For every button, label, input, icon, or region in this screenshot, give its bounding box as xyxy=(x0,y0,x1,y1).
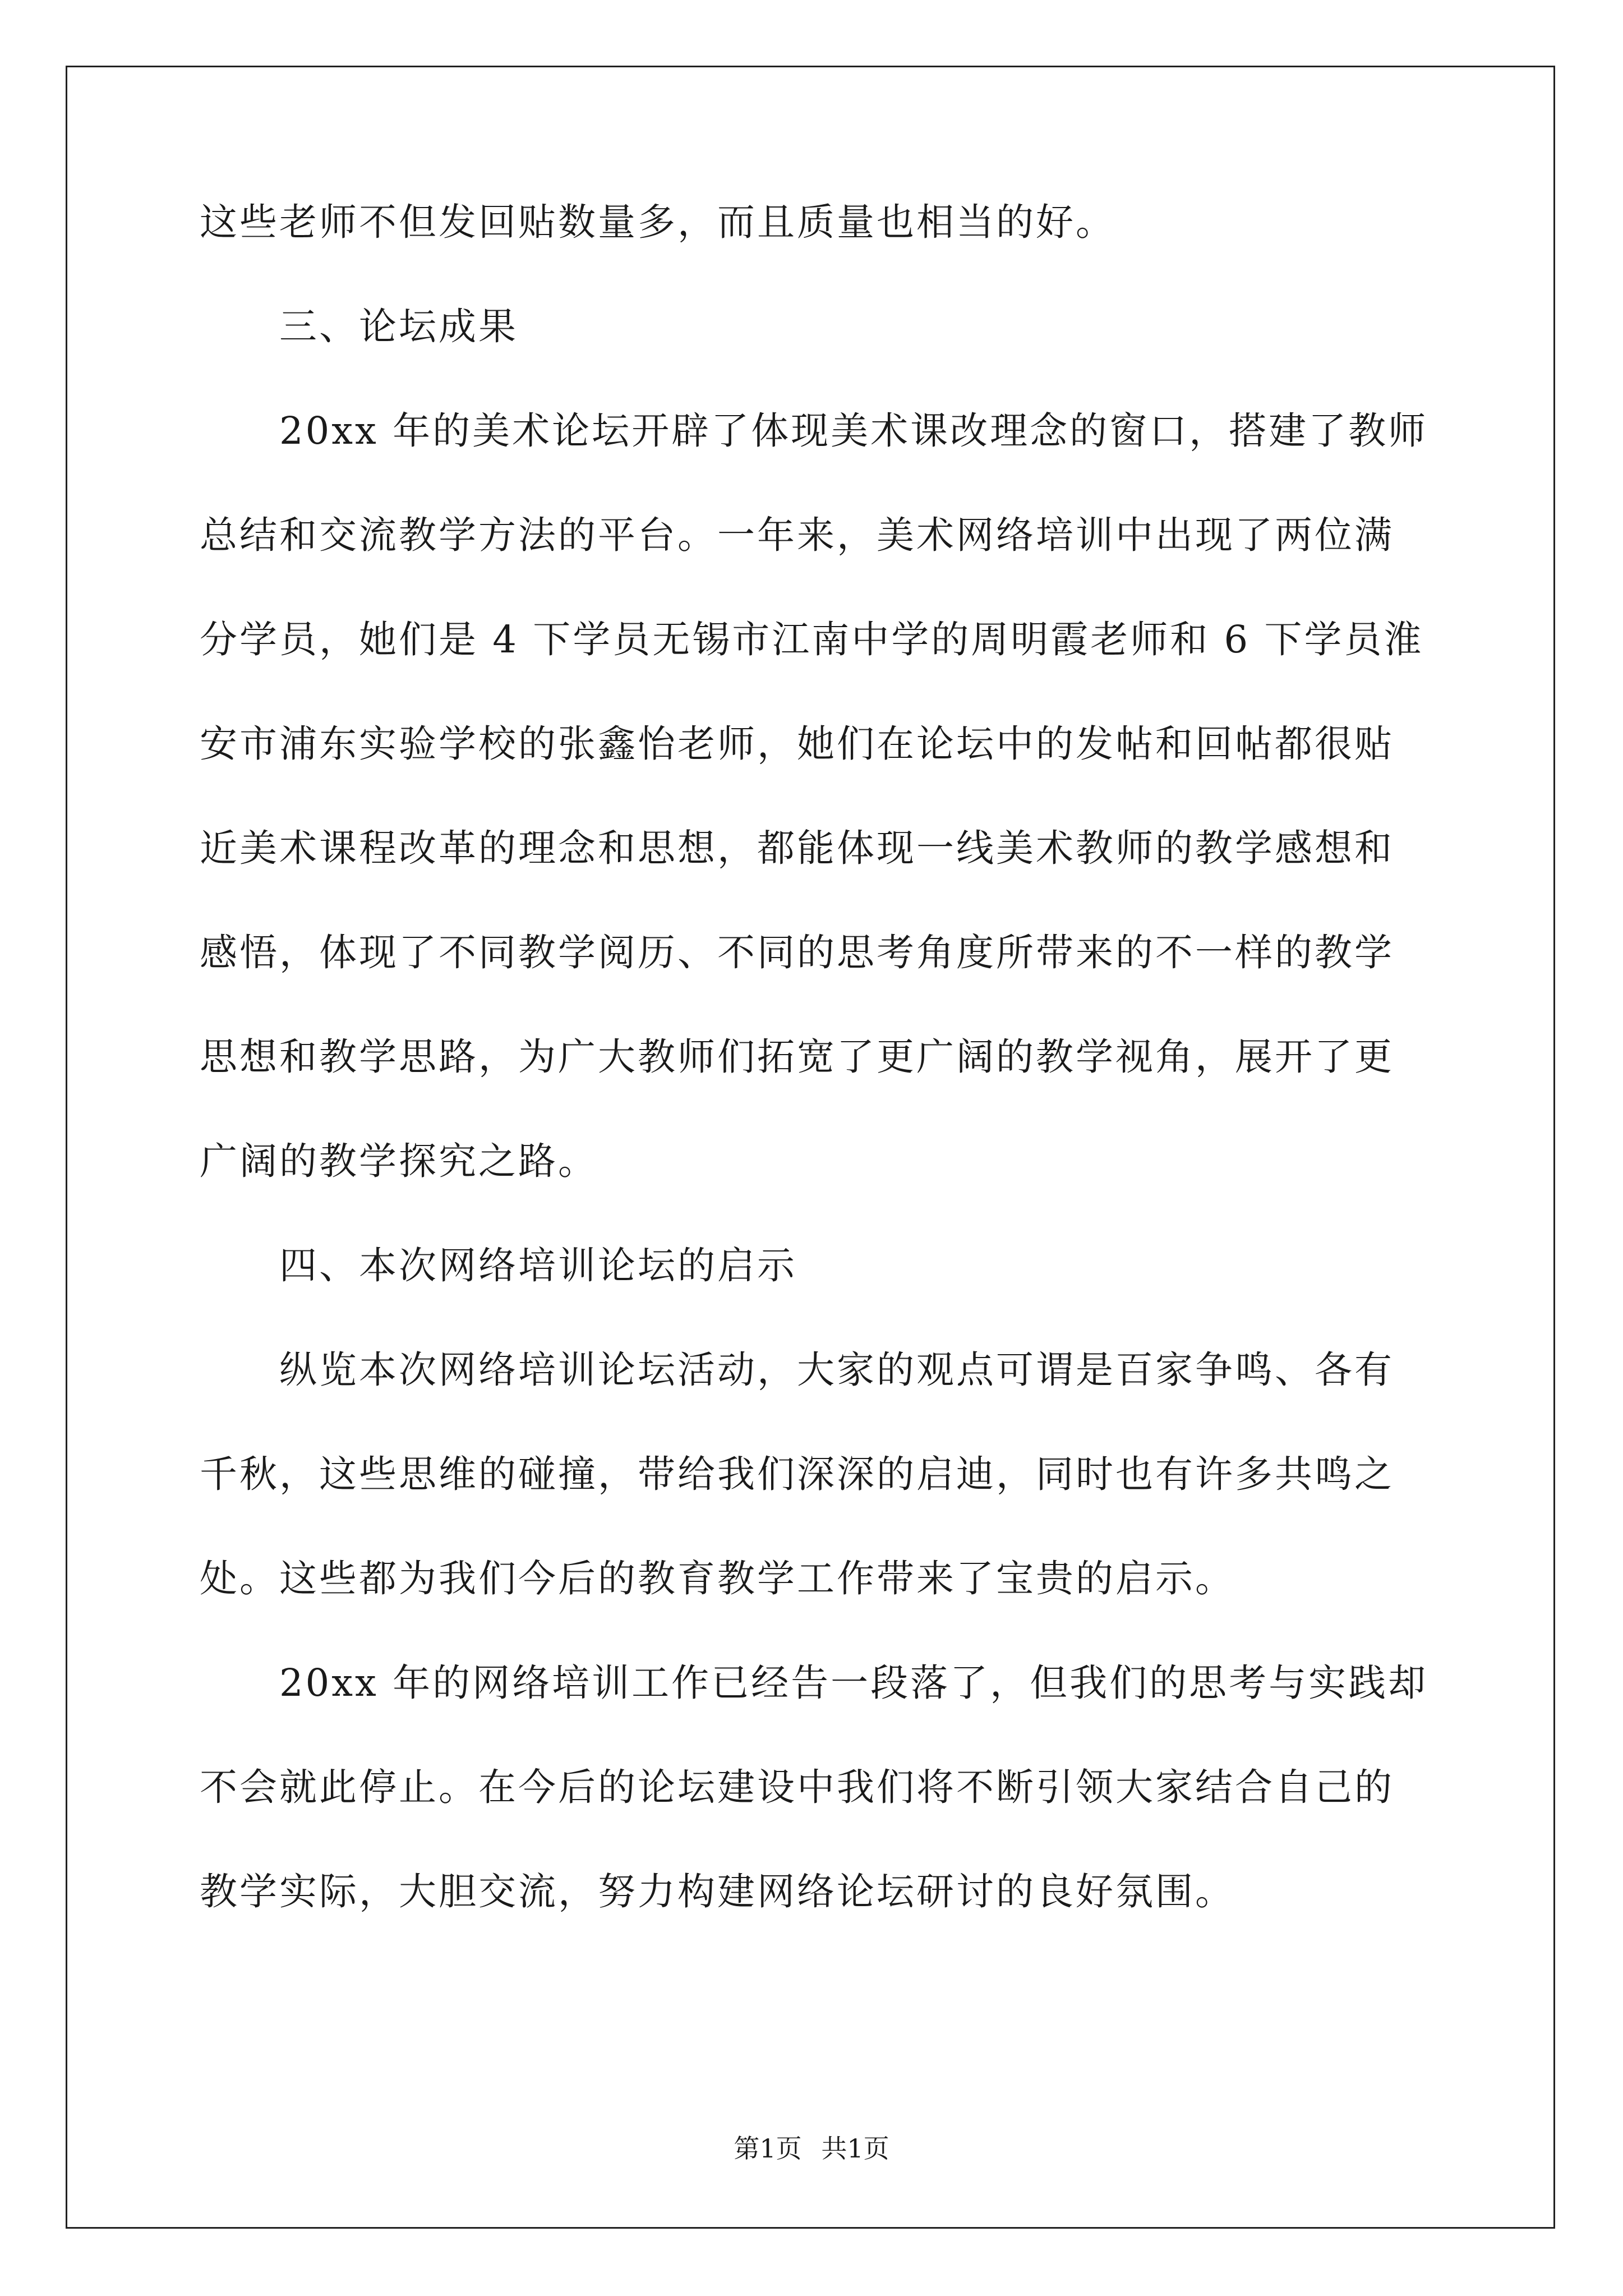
page-number: 第1页 xyxy=(734,2133,802,2164)
paragraph-line: 安市浦东实验学校的张鑫怡老师，她们在论坛中的发帖和回帖都很贴 xyxy=(200,722,1394,766)
section-heading: 三、论坛成果 xyxy=(200,305,518,348)
paragraph-line: 20xx 年的网络培训工作已经告一段落了，但我们的思考与实践却 xyxy=(200,1661,1428,1705)
page-footer xyxy=(0,2132,1623,2165)
paragraph-line: 总结和交流教学方法的平台。一年来，美术网络培训中出现了两位满 xyxy=(200,513,1394,557)
paragraph-line: 广阔的教学探究之路。 xyxy=(200,1139,598,1183)
paragraph-line: 教学实际，大胆交流，努力构建网络论坛研讨的良好氛围。 xyxy=(200,1870,1235,1913)
paragraph-line: 处。这些都为我们今后的教育教学工作带来了宝贵的启示。 xyxy=(200,1557,1235,1600)
document-body xyxy=(200,196,1428,1970)
paragraph-line: 分学员，她们是 4 下学员无锡市江南中学的周明霞老师和 6 下学员淮 xyxy=(200,618,1424,661)
paragraph-line: 近美术课程改革的理念和思想，都能体现一线美术教师的教学感想和 xyxy=(200,826,1394,870)
paragraph-line: 纵览本次网络培训论坛活动，大家的观点可谓是百家争鸣、各有 xyxy=(200,1348,1394,1392)
paragraph-line: 20xx 年的美术论坛开辟了体现美术课改理念的窗口，搭建了教师 xyxy=(200,409,1428,453)
paragraph-line: 感悟，体现了不同教学阅历、不同的思考角度所带来的不一样的教学 xyxy=(200,931,1394,974)
section-heading: 四、本次网络培训论坛的启示 xyxy=(200,1244,797,1287)
page-total: 共1页 xyxy=(821,2133,889,2164)
paragraph-line: 千秋，这些思维的碰撞，带给我们深深的启迪，同时也有许多共鸣之 xyxy=(200,1452,1394,1496)
paragraph-line: 不会就此停止。在今后的论坛建设中我们将不断引领大家结合自己的 xyxy=(200,1765,1394,1809)
paragraph-line: 思想和教学思路，为广大教师们拓宽了更广阔的教学视角，展开了更 xyxy=(200,1035,1394,1079)
paragraph-line: 这些老师不但发回贴数量多，而且质量也相当的好。 xyxy=(200,200,1115,244)
